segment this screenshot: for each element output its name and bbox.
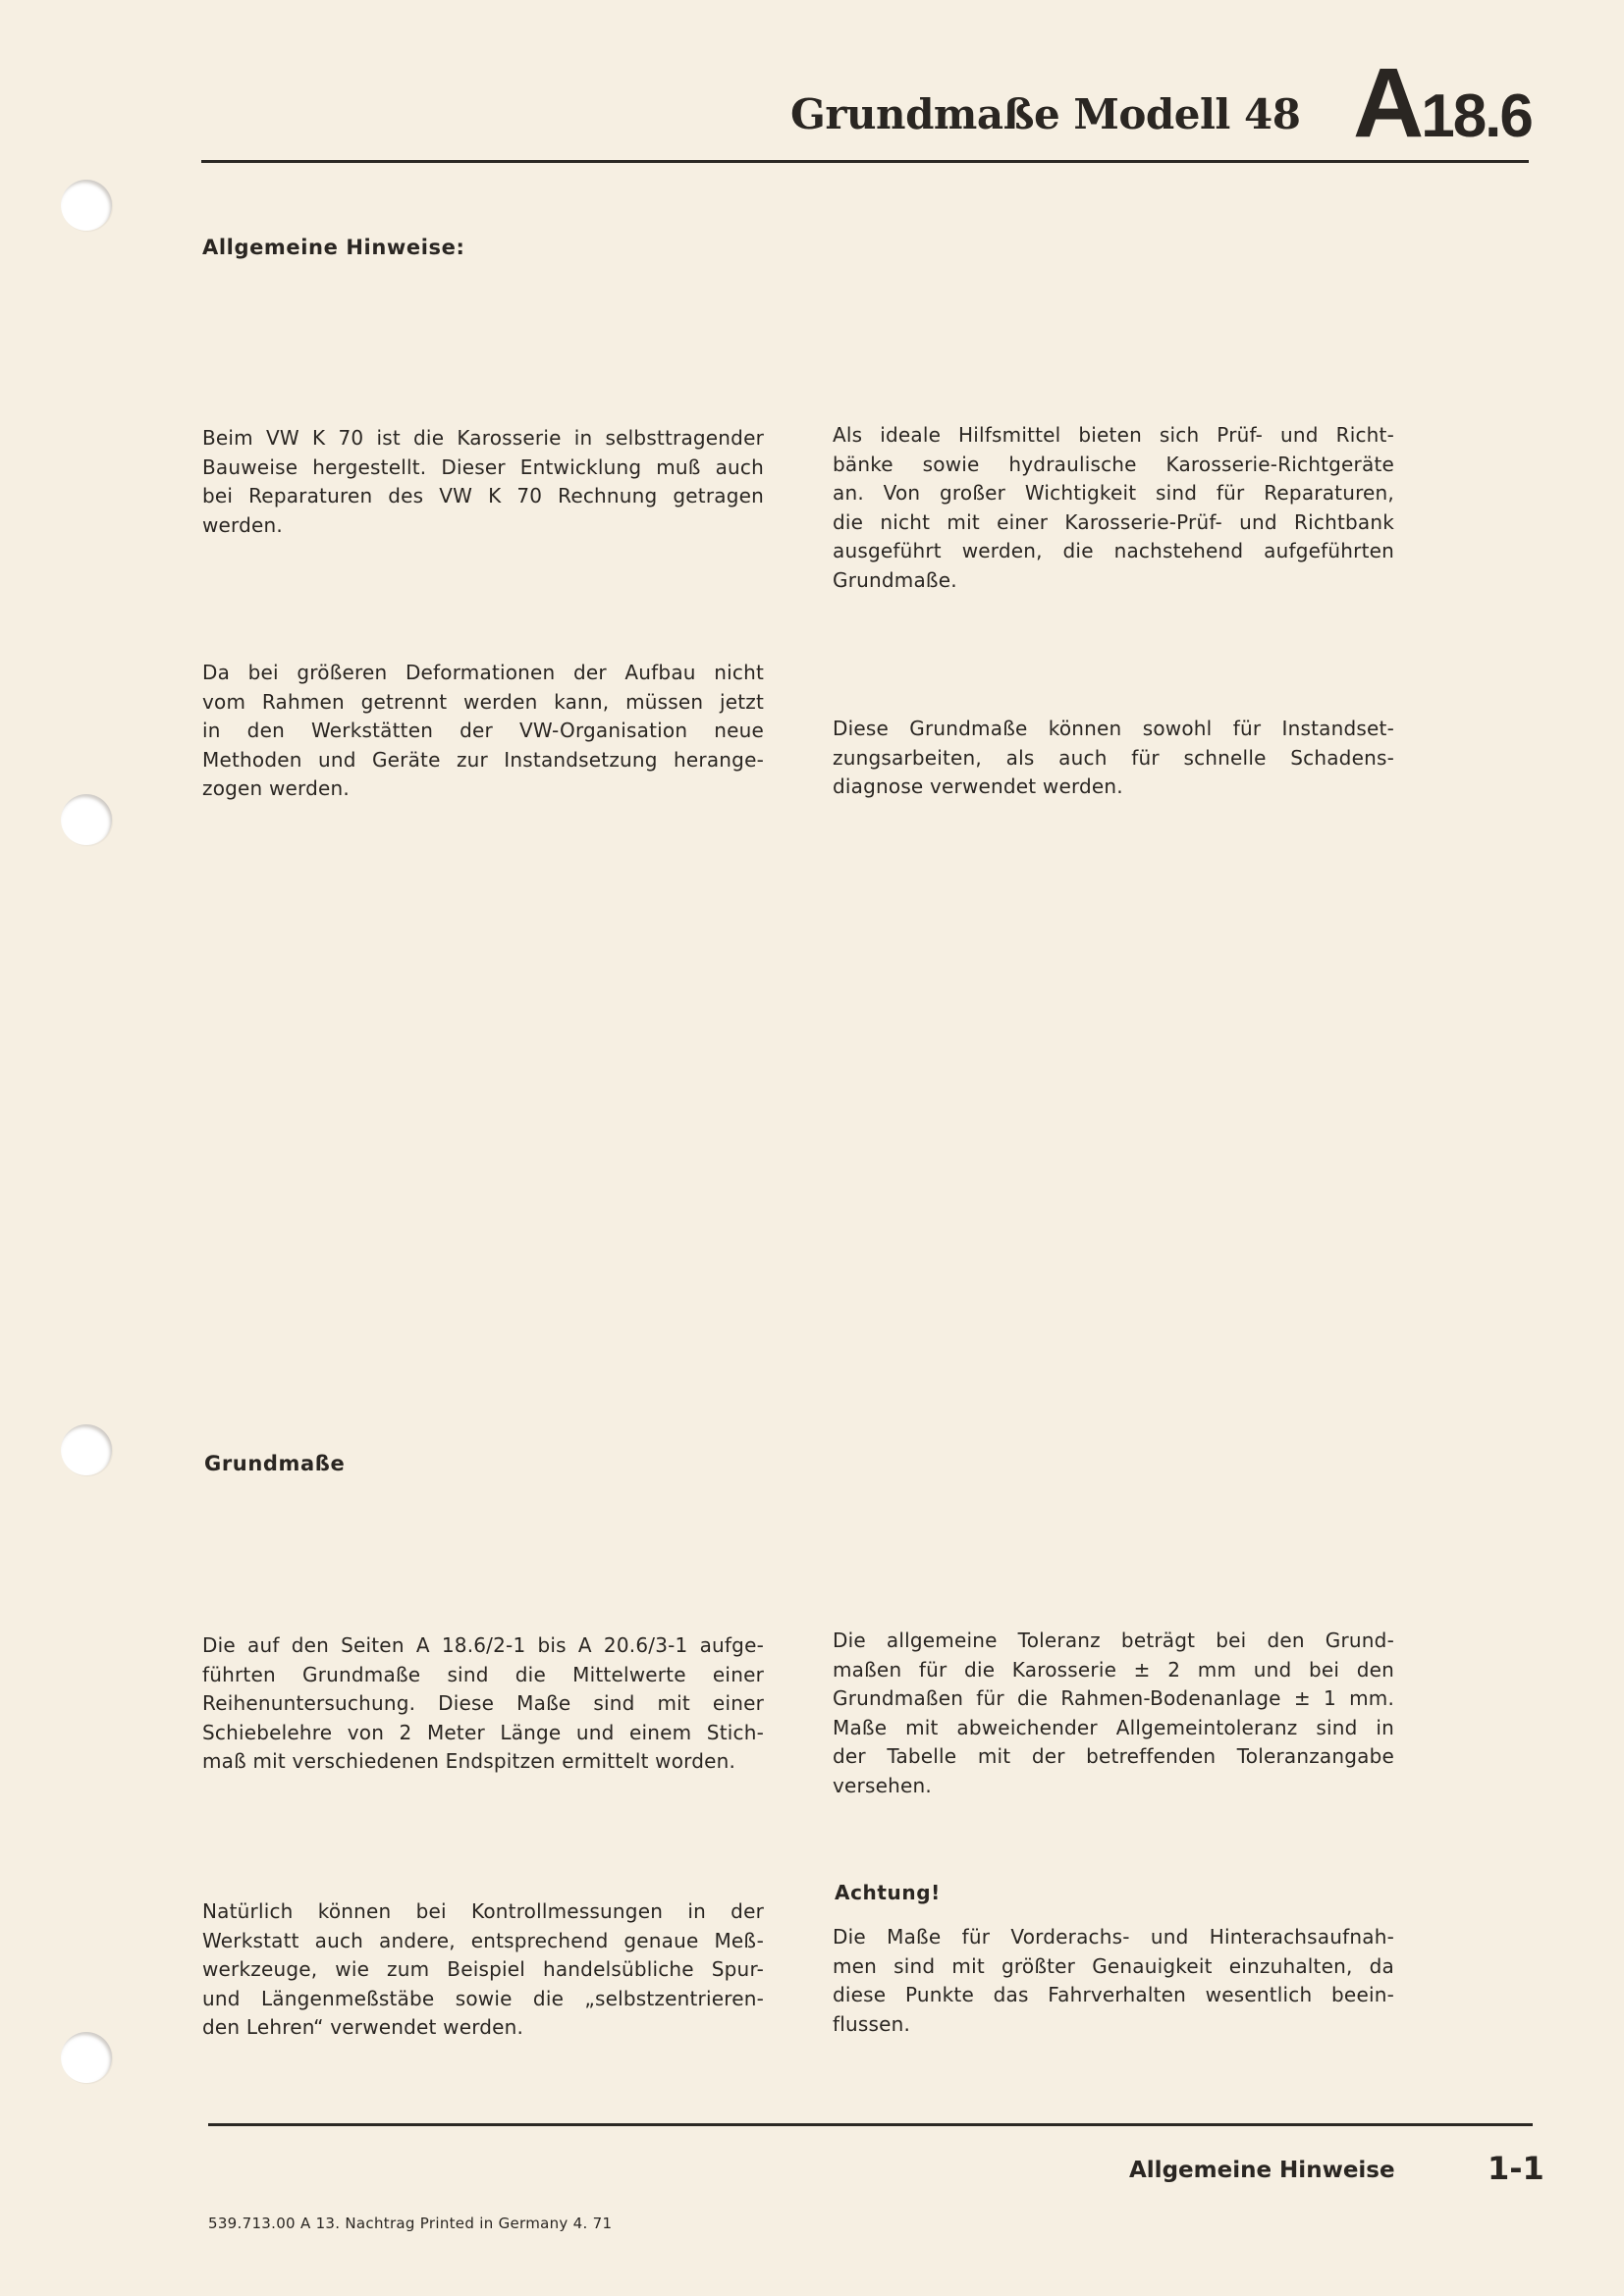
punch-hole: [61, 2032, 112, 2083]
text-line: diagnose verwendet werden.: [833, 774, 1123, 798]
text-line: Die Maße für Vorderachs- und Hinterachsaufnah-: [833, 1925, 1394, 1949]
text-line: men sind mit größter Genauigkeit einzuhalten, da: [833, 1953, 1394, 1978]
text-line: ausgeführt werden, die nachstehend aufgeführten: [833, 539, 1394, 562]
text-line: werden.: [202, 512, 283, 537]
punch-hole: [61, 180, 112, 231]
text-line: Methoden und Geräte zur Instandsetzung herange-: [202, 747, 764, 772]
text-line: Grundmaßen für die Rahmen-Bodenanlage ± 1 mm.: [833, 1686, 1394, 1710]
punch-hole: [61, 794, 112, 845]
section-code-number: 18.6: [1421, 82, 1532, 150]
text-line: führten Grundmaße sind die Mittelwerte einer: [202, 1662, 764, 1686]
text-line: Maße mit abweichender Allgemeintoleranz sind in: [833, 1715, 1394, 1739]
warning-heading: Achtung!: [835, 1881, 941, 1904]
section-heading-grundmasse: Grundmaße: [204, 1452, 346, 1475]
header-rule: [201, 160, 1529, 163]
text-line: Natürlich können bei Kontrollmessungen in der: [202, 1899, 764, 1923]
section-code: [1353, 47, 1532, 160]
text-line: maß mit verschiedenen Endspitzen ermittelt worden.: [202, 1749, 736, 1773]
text-line: den Lehren“ verwendet werden.: [202, 2015, 524, 2039]
text-line: zungsarbeiten, als auch für schnelle Schadens-: [833, 745, 1394, 770]
text-line: und Längenmeßstäbe sowie die „selbstzentrieren-: [202, 1986, 764, 2010]
text-line: Da bei größeren Deformationen der Aufbau nicht: [202, 661, 764, 684]
text-line: Bauweise hergestellt. Dieser Entwicklung muß auch: [202, 454, 764, 479]
text-line: der Tabelle mit der betreffenden Toleranzangabe: [833, 1744, 1394, 1768]
text-line: maßen für die Karosserie ± 2 mm und bei den: [833, 1657, 1394, 1682]
text-line: Reihenuntersuchung. Diese Maße sind mit einer: [202, 1691, 764, 1715]
text-line: Beim VW K 70 ist die Karosserie in selbsttragender: [202, 426, 764, 450]
text-line: diese Punkte das Fahrverhalten wesentlich beein-: [833, 1983, 1394, 2006]
print-line: 539.713.00 A 13. Nachtrag Printed in Germany 4. 71: [208, 2215, 613, 2232]
paragraph: [833, 715, 1394, 802]
text-line: an. Von großer Wichtigkeit sind für Reparaturen,: [833, 481, 1394, 505]
footer-rule: [208, 2123, 1533, 2126]
text-line: Die allgemeine Toleranz beträgt bei den Grund-: [833, 1629, 1394, 1652]
text-line: versehen.: [833, 1773, 932, 1797]
text-line: vom Rahmen getrennt werden kann, müssen jetzt: [202, 689, 764, 714]
text-line: flussen.: [833, 2011, 911, 2036]
warning-paragraph: [833, 1923, 1394, 2039]
section-code-letter: A: [1353, 48, 1422, 158]
text-line: Diese Grundmaße können sowohl für Instandset-: [833, 717, 1394, 740]
paragraph: [833, 421, 1394, 595]
text-line: bänke sowie hydraulische Karosserie-Richtgeräte: [833, 452, 1394, 476]
paragraph: [202, 424, 764, 540]
text-line: bei Reparaturen des VW K 70 Rechnung getragen: [202, 484, 764, 507]
text-line: Die auf den Seiten A 18.6/2-1 bis A 20.6/3-1 aufge-: [202, 1633, 764, 1657]
paragraph: [202, 659, 764, 804]
text-line: Schiebelehre von 2 Meter Länge und einem Stich-: [202, 1720, 764, 1744]
text-line: die nicht mit einer Karosserie-Prüf- und Richtbank: [833, 509, 1394, 534]
paragraph: [202, 1631, 764, 1777]
text-line: in den Werkstätten der VW-Organisation neue: [202, 719, 764, 742]
section-heading-general: Allgemeine Hinweise:: [202, 236, 465, 259]
text-line: Grundmaße.: [833, 567, 957, 592]
punch-hole: [61, 1424, 112, 1475]
text-line: zogen werden.: [202, 776, 350, 800]
page-title: Grundmaße Modell 48: [790, 90, 1301, 138]
text-line: Werkstatt auch andere, entsprechend genaue Meß-: [202, 1928, 764, 1952]
paragraph: [833, 1627, 1394, 1800]
footer-section-title: Allgemeine Hinweise: [1129, 2158, 1395, 2183]
text-line: Als ideale Hilfsmittel bieten sich Prüf- und Richt-: [833, 423, 1394, 447]
text-line: werkzeuge, wie zum Beispiel handelsübliche Spur-: [202, 1957, 764, 1981]
paragraph: [202, 1897, 764, 2043]
page-number: 1-1: [1488, 2150, 1544, 2187]
